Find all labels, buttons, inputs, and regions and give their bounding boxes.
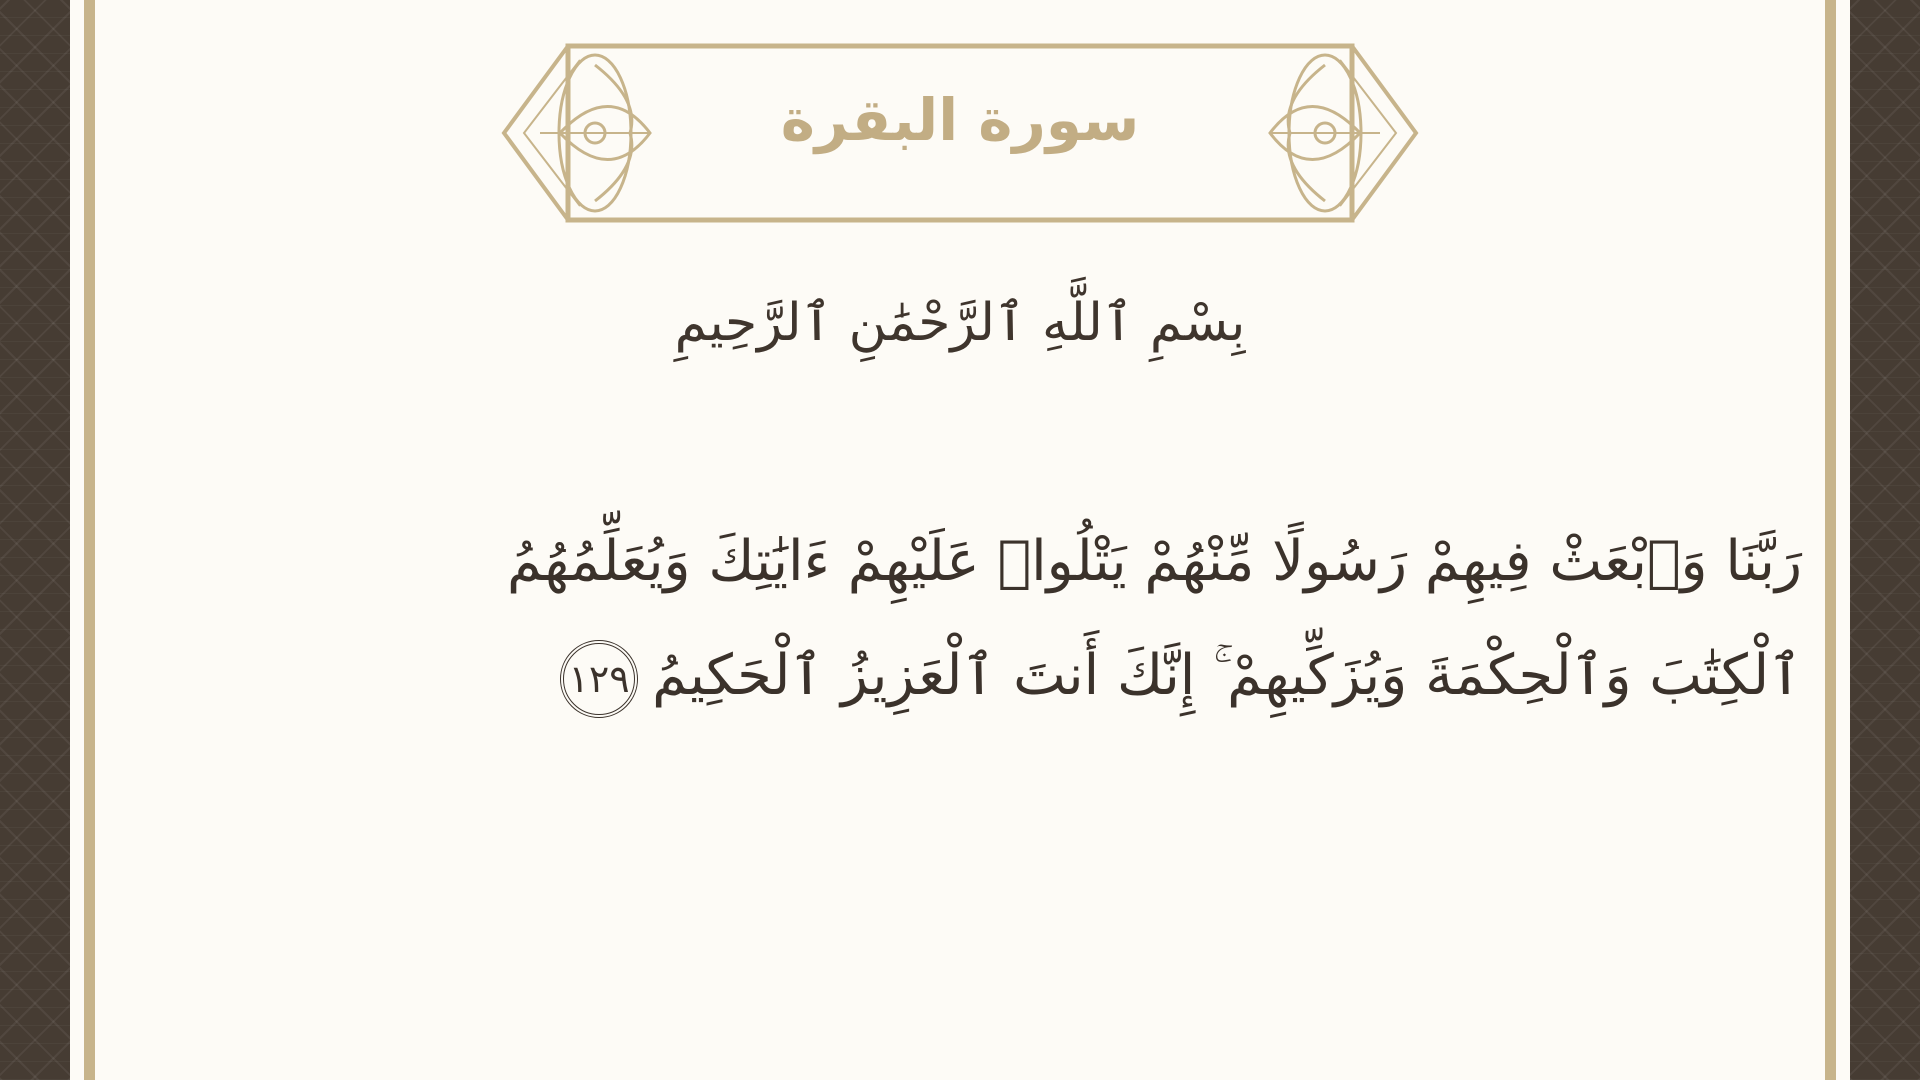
basmala: بِسْمِ ٱللَّهِ ٱلرَّحْمَٰنِ ٱلرَّحِيمِ bbox=[674, 293, 1246, 353]
ayah-number: ١٢٩ bbox=[568, 656, 630, 701]
verse-line-2 bbox=[400, 619, 1802, 733]
left-gold-rule bbox=[84, 0, 95, 1080]
left-ornamental-border bbox=[0, 0, 70, 1080]
right-ornamental-border bbox=[1850, 0, 1920, 1080]
verse-text bbox=[400, 505, 1802, 733]
verse-line-1: رَبَّنَا وَٱبْعَثْ فِيهِمْ رَسُولًا مِّنْهُمْ يَتْلُوا۟ عَلَيْهِمْ ءَايَٰتِكَ وَيُعَلِّمُهُمُ bbox=[506, 529, 1802, 594]
ayah-end-marker-icon bbox=[560, 640, 638, 718]
surah-title: سورة البقرة bbox=[780, 86, 1140, 154]
right-gold-rule bbox=[1825, 0, 1836, 1080]
verse-line-2-text: ٱلْكِتَٰبَ وَٱلْحِكْمَةَ وَيُزَكِّيهِمْ ۚ إِنَّكَ أَنتَ ٱلْعَزِيزُ ٱلْحَكِيمُ bbox=[652, 643, 1802, 708]
surah-title-cartouche bbox=[500, 40, 1420, 226]
